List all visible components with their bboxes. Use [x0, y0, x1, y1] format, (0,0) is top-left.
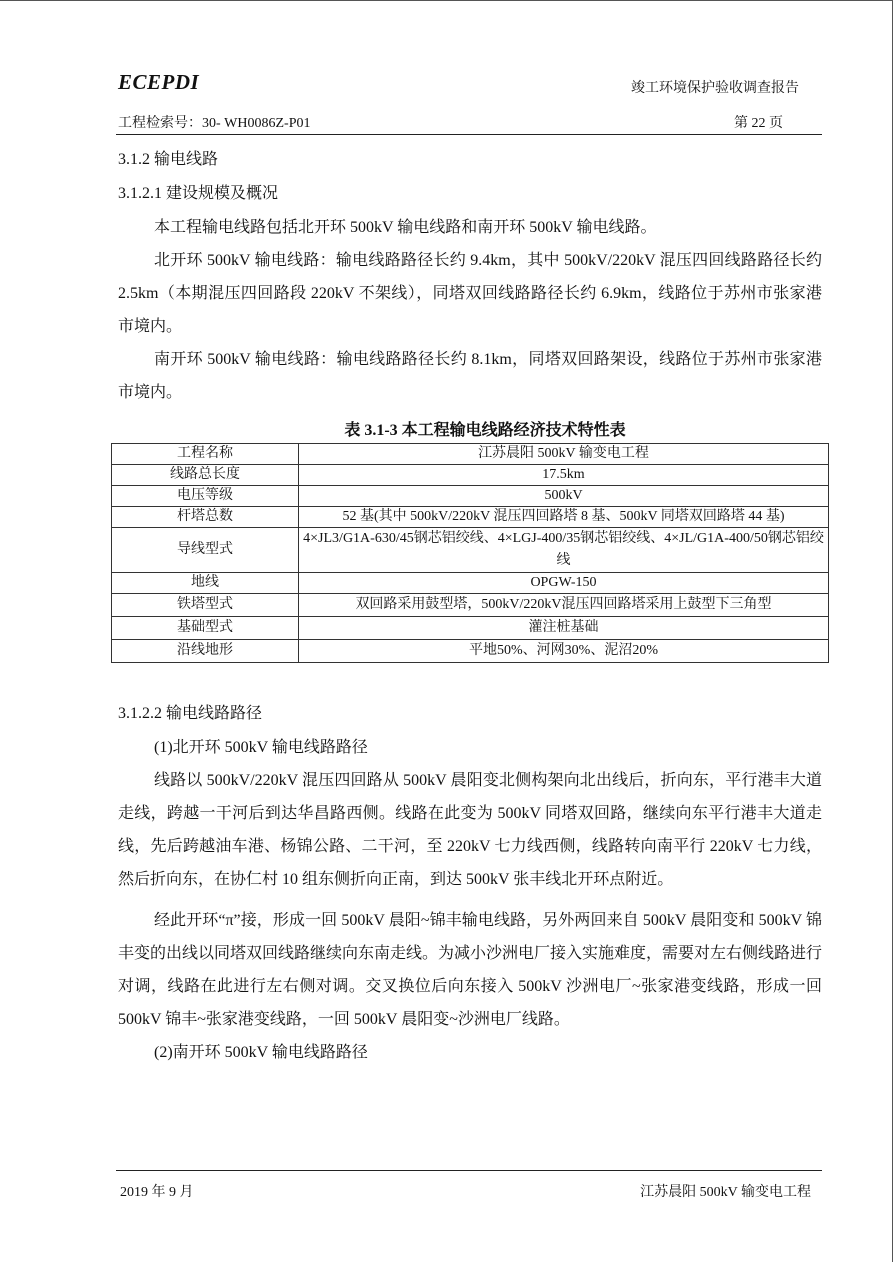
- footer-rule: [116, 1170, 822, 1171]
- table-key: 沿线地形: [112, 640, 299, 663]
- table-row: [112, 507, 829, 528]
- table-row: [112, 573, 829, 594]
- table-value: 平地50%、河网30%、泥沼20%: [299, 640, 829, 663]
- table-value: 52 基(其中 500kV/220kV 混压四回路塔 8 基、500kV 同塔双回路塔 44 基): [299, 507, 829, 528]
- table-row: [112, 528, 829, 573]
- table-title: 表 3.1-3 本工程输电线路经济技术特性表: [344, 422, 626, 439]
- table-key: 线路总长度: [112, 465, 299, 486]
- subheading-south-route: (2)南开环 500kV 输电线路路径: [154, 1044, 368, 1061]
- section-heading-3-1-2-2: 3.1.2.2 输电线路路径: [118, 705, 263, 722]
- section-heading-3-1-2-1: 3.1.2.1 建设规模及概况: [118, 185, 279, 202]
- document-body: [118, 143, 822, 1069]
- table-row: [112, 640, 829, 663]
- table-row: [112, 594, 829, 617]
- report-title: 竣工环境保护验收调查报告: [631, 81, 799, 96]
- table-key: 工程名称: [112, 444, 299, 465]
- section-heading-3-1-2: 3.1.2 输电线路: [118, 151, 219, 168]
- table-key: 杆塔总数: [112, 507, 299, 528]
- company-logo: ECEPDI: [118, 70, 200, 94]
- spec-table: [111, 443, 829, 663]
- table-value: OPGW-150: [299, 573, 829, 594]
- footer-date: 2019 年 9 月: [120, 1185, 194, 1200]
- header-rule: [116, 134, 822, 135]
- paragraph-overview: 本工程输电线路包括北开环 500kV 输电线路和南开环 500kV 输电线路。: [154, 219, 657, 236]
- table-key: 地线: [112, 573, 299, 594]
- paragraph-pi-connection: 经此开环“π”接，形成一回 500kV 晨阳~锦丰输电线路，另外两回来自 500kV 晨阳变和 500kV 锦丰变的出线以同塔双回线路继续向东南走线。为减小沙洲电厂接入实施难度，需要对左右侧线路进行对调，线路在此进行左右侧对调。交叉换位后向东接入 500kV 沙洲电厂~张家港变线路，形成一回 500kV 锦丰~张家港变线路，一回 500kV 晨阳变~沙洲电厂线路。: [118, 912, 823, 1028]
- table-key: 铁塔型式: [112, 594, 299, 617]
- project-index-number: 工程检索号：30- WH0086Z-P01: [118, 116, 311, 131]
- paragraph-north-line: 北开环 500kV 输电线路：输电线路路径长约 9.4km，其中 500kV/220kV 混压四回线路路径长约 2.5km（本期混压四回路段 220kV 不架线），同塔双回线路路径长约 6.9km，线路位于苏州市张家港市境内。: [118, 252, 822, 335]
- table-row: [112, 617, 829, 640]
- page-number: 第 22 页: [734, 116, 783, 131]
- table-value: 4×JL3/G1A-630/45钢芯铝绞线、4×LGJ-400/35钢芯铝绞线、4×JL/G1A-400/50钢芯铝绞线: [299, 528, 829, 573]
- subheading-north-route: (1)北开环 500kV 输电线路路径: [154, 739, 368, 756]
- table-row: [112, 486, 829, 507]
- paragraph-north-route: 线路以 500kV/220kV 混压四回路从 500kV 晨阳变北侧构架向北出线后，折向东，平行港丰大道走线，跨越一干河后到达华昌路西侧。线路在此变为 500kV 同塔双回路，继续向东平行港丰大道走线，先后跨越油车港、杨锦公路、二干河，至 220kV 七力线西侧，线路转向南平行 220kV 七力线，然后折向东，在协仁村 10 组东侧折向正南，到达 500kV 张丰线北开环点附近。: [118, 772, 822, 888]
- table-key: 导线型式: [112, 528, 299, 573]
- table-value: 双回路采用鼓型塔，500kV/220kV混压四回路塔采用上鼓型下三角型: [299, 594, 829, 617]
- table-key: 基础型式: [112, 617, 299, 640]
- table-value: 灌注桩基础: [299, 617, 829, 640]
- table-value: 17.5km: [299, 465, 829, 486]
- table-value: 江苏晨阳 500kV 输变电工程: [299, 444, 829, 465]
- footer-project-name: 江苏晨阳 500kV 输变电工程: [640, 1185, 811, 1200]
- table-value: 500kV: [299, 486, 829, 507]
- page-border-top: [0, 0, 893, 1]
- table-row: [112, 444, 829, 465]
- table-row: [112, 465, 829, 486]
- table-key: 电压等级: [112, 486, 299, 507]
- paragraph-south-line: 南开环 500kV 输电线路：输电线路路径长约 8.1km，同塔双回路架设，线路位于苏州市张家港市境内。: [118, 351, 822, 401]
